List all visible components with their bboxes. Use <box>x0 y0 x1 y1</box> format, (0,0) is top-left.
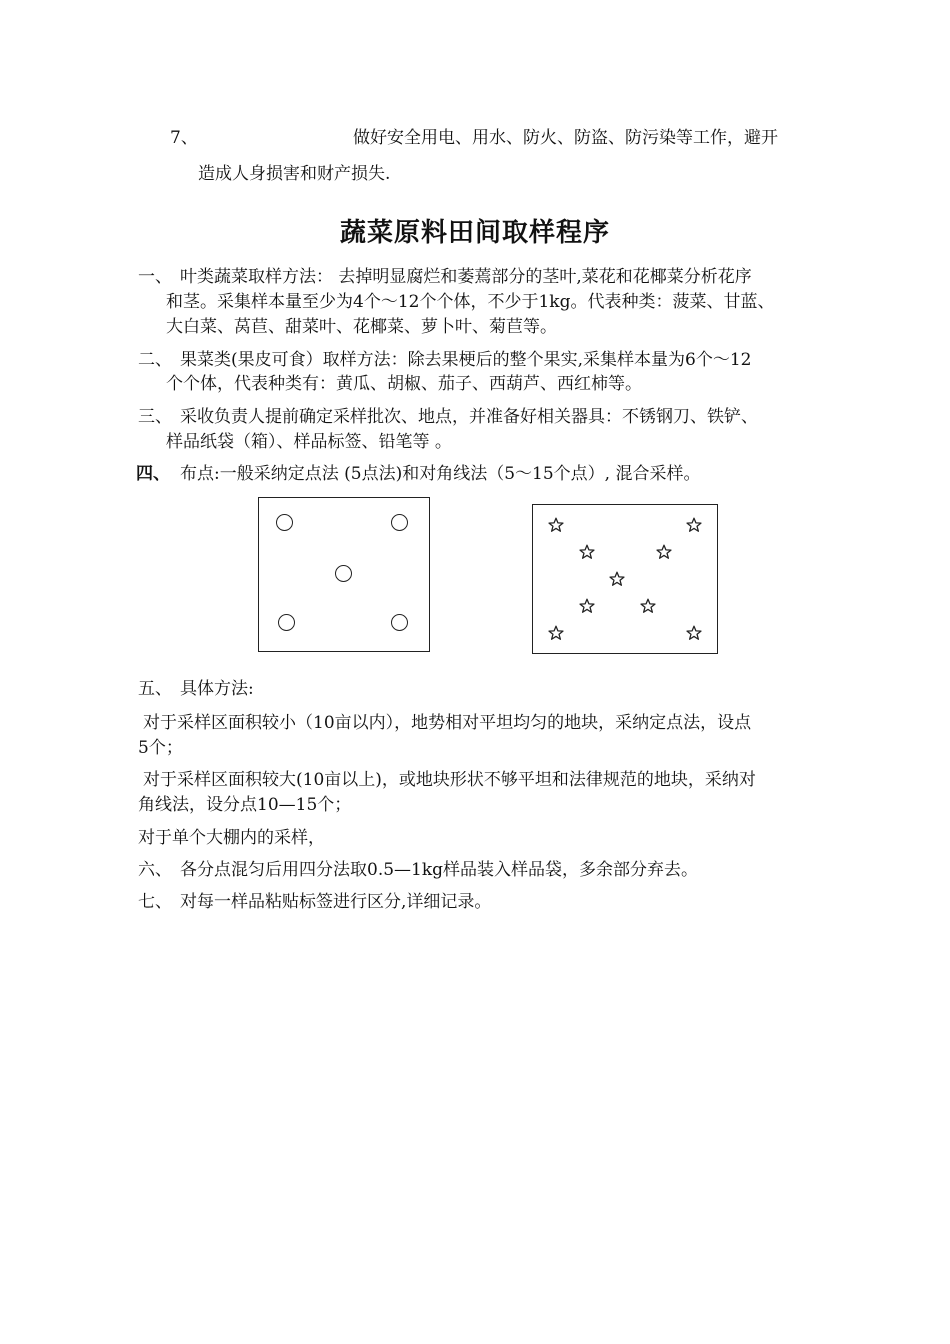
item-7-line-2: 造成人身损害和财产损失. <box>198 164 391 184</box>
section-5-p3: 对于单个大棚内的采样， <box>138 828 325 848</box>
section-3-number: 三、 <box>138 407 172 427</box>
section-2-line-2: 个个体，代表种类有：黄瓜、胡椒、茄子、西葫芦、西红柿等。 <box>166 374 642 394</box>
section-1-line-1: 叶类蔬菜取样方法： 去掉明显腐烂和萎蔫部分的茎叶,菜花和花椰菜分析花序 <box>180 267 752 287</box>
section-2-number: 二、 <box>138 350 172 370</box>
section-7-number: 七、 <box>138 892 172 912</box>
section-3-line-1: 采收负责人提前确定采样批次、地点，并准备好相关器具：不锈钢刀、铁铲、 <box>180 407 758 427</box>
circle-icon <box>278 614 295 631</box>
diagonal-diagram <box>532 504 718 654</box>
section-5-p1-line-1: 对于采样区面积较小（10亩以内），地势相对平坦均匀的地块，采纳定点法，设点 <box>143 713 752 733</box>
circle-icon <box>391 614 408 631</box>
star-icon <box>656 544 672 560</box>
section-7-line-1: 对每一样品粘贴标签进行区分,详细记录。 <box>180 892 492 912</box>
circle-icon <box>391 514 408 531</box>
five-point-diagram <box>258 497 430 652</box>
star-icon <box>686 517 702 533</box>
section-5-number: 五、 <box>138 679 172 699</box>
section-1-line-3: 大白菜、莴苣、甜菜叶、花椰菜、萝卜叶、菊苣等。 <box>166 317 557 337</box>
section-6-number: 六、 <box>138 860 172 880</box>
item-7-number: 7、 <box>170 128 198 148</box>
section-6-line-1: 各分点混匀后用四分法取0.5—1kg样品装入样品袋，多余部分弃去。 <box>180 860 699 880</box>
star-icon <box>548 625 564 641</box>
circle-icon <box>335 565 352 582</box>
section-1-line-2: 和茎。采集样本量至少为4个～12个个体，不少于1kg。代表种类：菠菜、甘蓝、 <box>166 292 775 312</box>
section-5-heading: 具体方法: <box>180 679 254 699</box>
star-icon <box>609 571 625 587</box>
circle-icon <box>276 514 293 531</box>
section-3-line-2: 样品纸袋（箱）、样品标签、铅笔等 。 <box>166 432 452 452</box>
section-2-line-1: 果菜类(果皮可食）取样方法：除去果梗后的整个果实,采集样本量为6个～12 <box>180 350 752 370</box>
section-5-p2-line-2: 角线法，设分点10—15个； <box>138 795 352 815</box>
page-title: 蔬菜原料田间取样程序 <box>339 218 610 248</box>
star-icon <box>640 598 656 614</box>
section-5-p1-line-2: 5个； <box>138 738 183 758</box>
section-4-number: 四、 <box>136 464 170 484</box>
section-4-line-1: 布点:一般采纳定点法 (5点法)和对角线法（5～15个点）, 混合采样。 <box>180 464 701 484</box>
item-7-line-1: 做好安全用电、用水、防火、防盗、防污染等工作，避开 <box>353 128 778 148</box>
star-icon <box>579 598 595 614</box>
section-1-number: 一、 <box>138 267 172 287</box>
star-icon <box>686 625 702 641</box>
star-icon <box>548 517 564 533</box>
star-icon <box>579 544 595 560</box>
section-5-p2-line-1: 对于采样区面积较大(10亩以上)，或地块形状不够平坦和法律规范的地块，采纳对 <box>143 770 756 790</box>
